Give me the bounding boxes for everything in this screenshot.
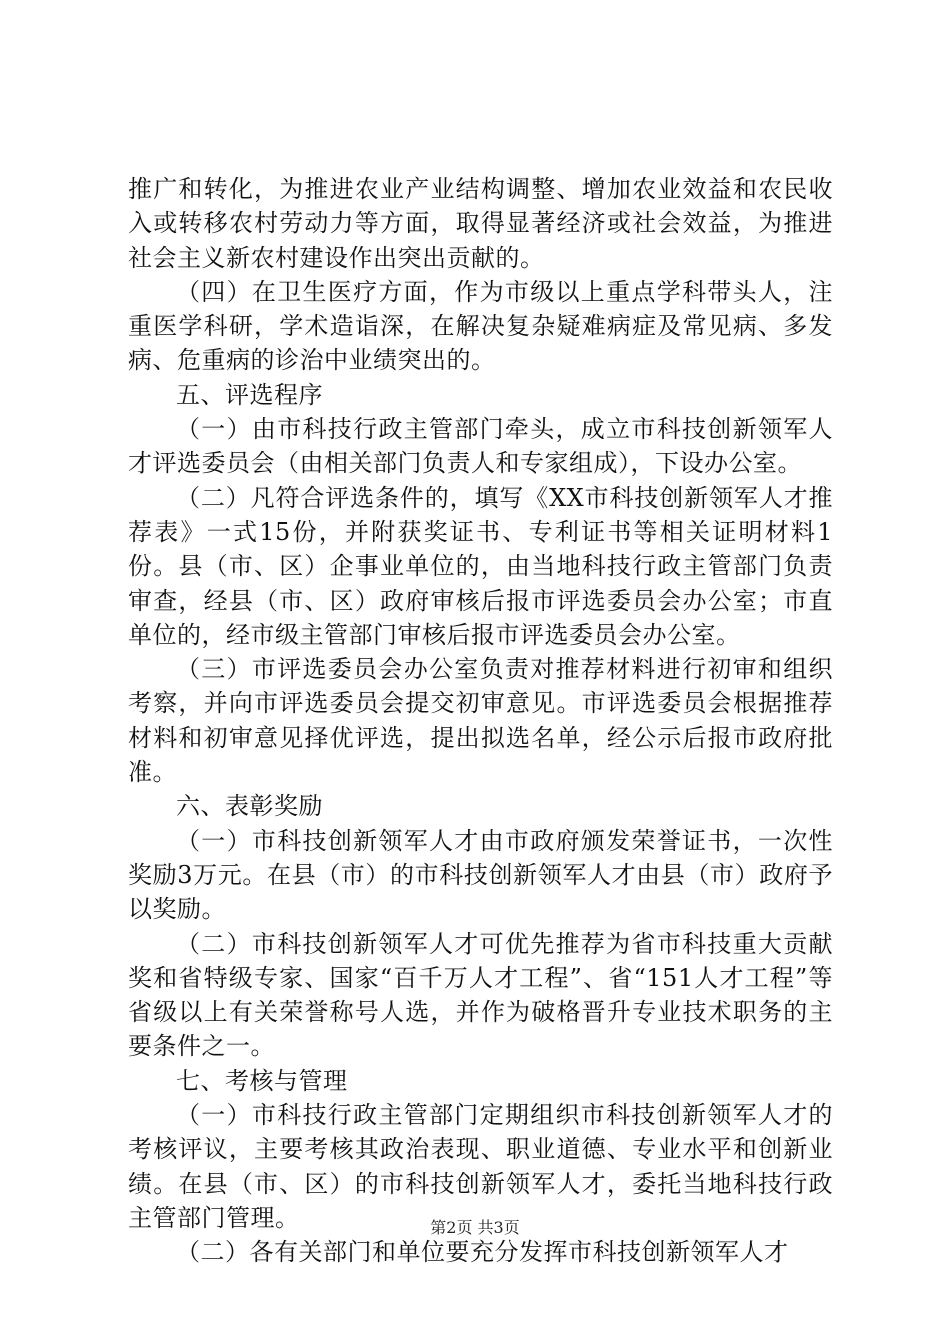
paragraph: （一）由市科技行政主管部门牵头，成立市科技创新领军人才评选委员会（由相关部门负责人和专家组成），下设办公室。	[128, 415, 833, 478]
section-heading: 六、表彰奖励	[176, 792, 323, 821]
paragraph: 推广和转化，为推进农业产业结构调整、增加农业效益和农民收入或转移农村劳动力等方面，取得显著经济或社会效益，为推进社会主义新农村建设作出突出贡献的。	[128, 175, 833, 272]
page-footer	[0, 1218, 950, 1238]
section-heading: 五、评选程序	[176, 380, 323, 409]
paragraph: （三）市评选委员会办公室负责对推荐材料进行初审和组织考察，并向市评选委员会提交初审意见。市评选委员会根据推荐材料和初审意见择优评选，提出拟选名单，经公示后报市政府批准。	[128, 655, 833, 787]
paragraph: （二）市科技创新领军人才可优先推荐为省市科技重大贡献奖和省特级专家、国家“百千万人才工程”、省“151人才工程”等省级以上有关荣誉称号人选，并作为破格晋升专业技术职务的主要条件之一。	[128, 929, 833, 1061]
paragraph: （四）在卫生医疗方面，作为市级以上重点学科带头人，注重医学科研，学术造诣深，在解决复杂疑难病症及常见病、多发病、危重病的诊治中业绩突出的。	[128, 277, 833, 375]
page-number: 第2页 共3页	[430, 1218, 520, 1237]
paragraph: （一）市科技行政主管部门定期组织市科技创新领军人才的考核评议，主要考核其政治表现、职业道德、专业水平和创新业绩。在县（市、区）的市科技创新领军人才，委托当地科技行政主管部门管理。	[128, 1101, 833, 1232]
paragraph: （二）各有关部门和单位要充分发挥市科技创新领军人才	[176, 1238, 789, 1267]
document-body	[128, 172, 833, 1270]
paragraph: （一）市科技创新领军人才由市政府颁发荣誉证书，一次性奖励3万元。在县（市）的市科技创新领军人才由县（市）政府予以奖励。	[128, 826, 833, 924]
paragraph: （二）凡符合评选条件的，填写《XX市科技创新领军人才推荐表》一式15份，并附获奖证书、专利证书等相关证明材料1份。县（市、区）企事业单位的，由当地科技行政主管部门负责审查，经县（市、区）政府审核后报市评选委员会办公室；市直单位的，经市级主管部门审核后报市评选委员会办公室。	[128, 483, 833, 649]
section-heading: 七、考核与管理	[176, 1066, 348, 1095]
